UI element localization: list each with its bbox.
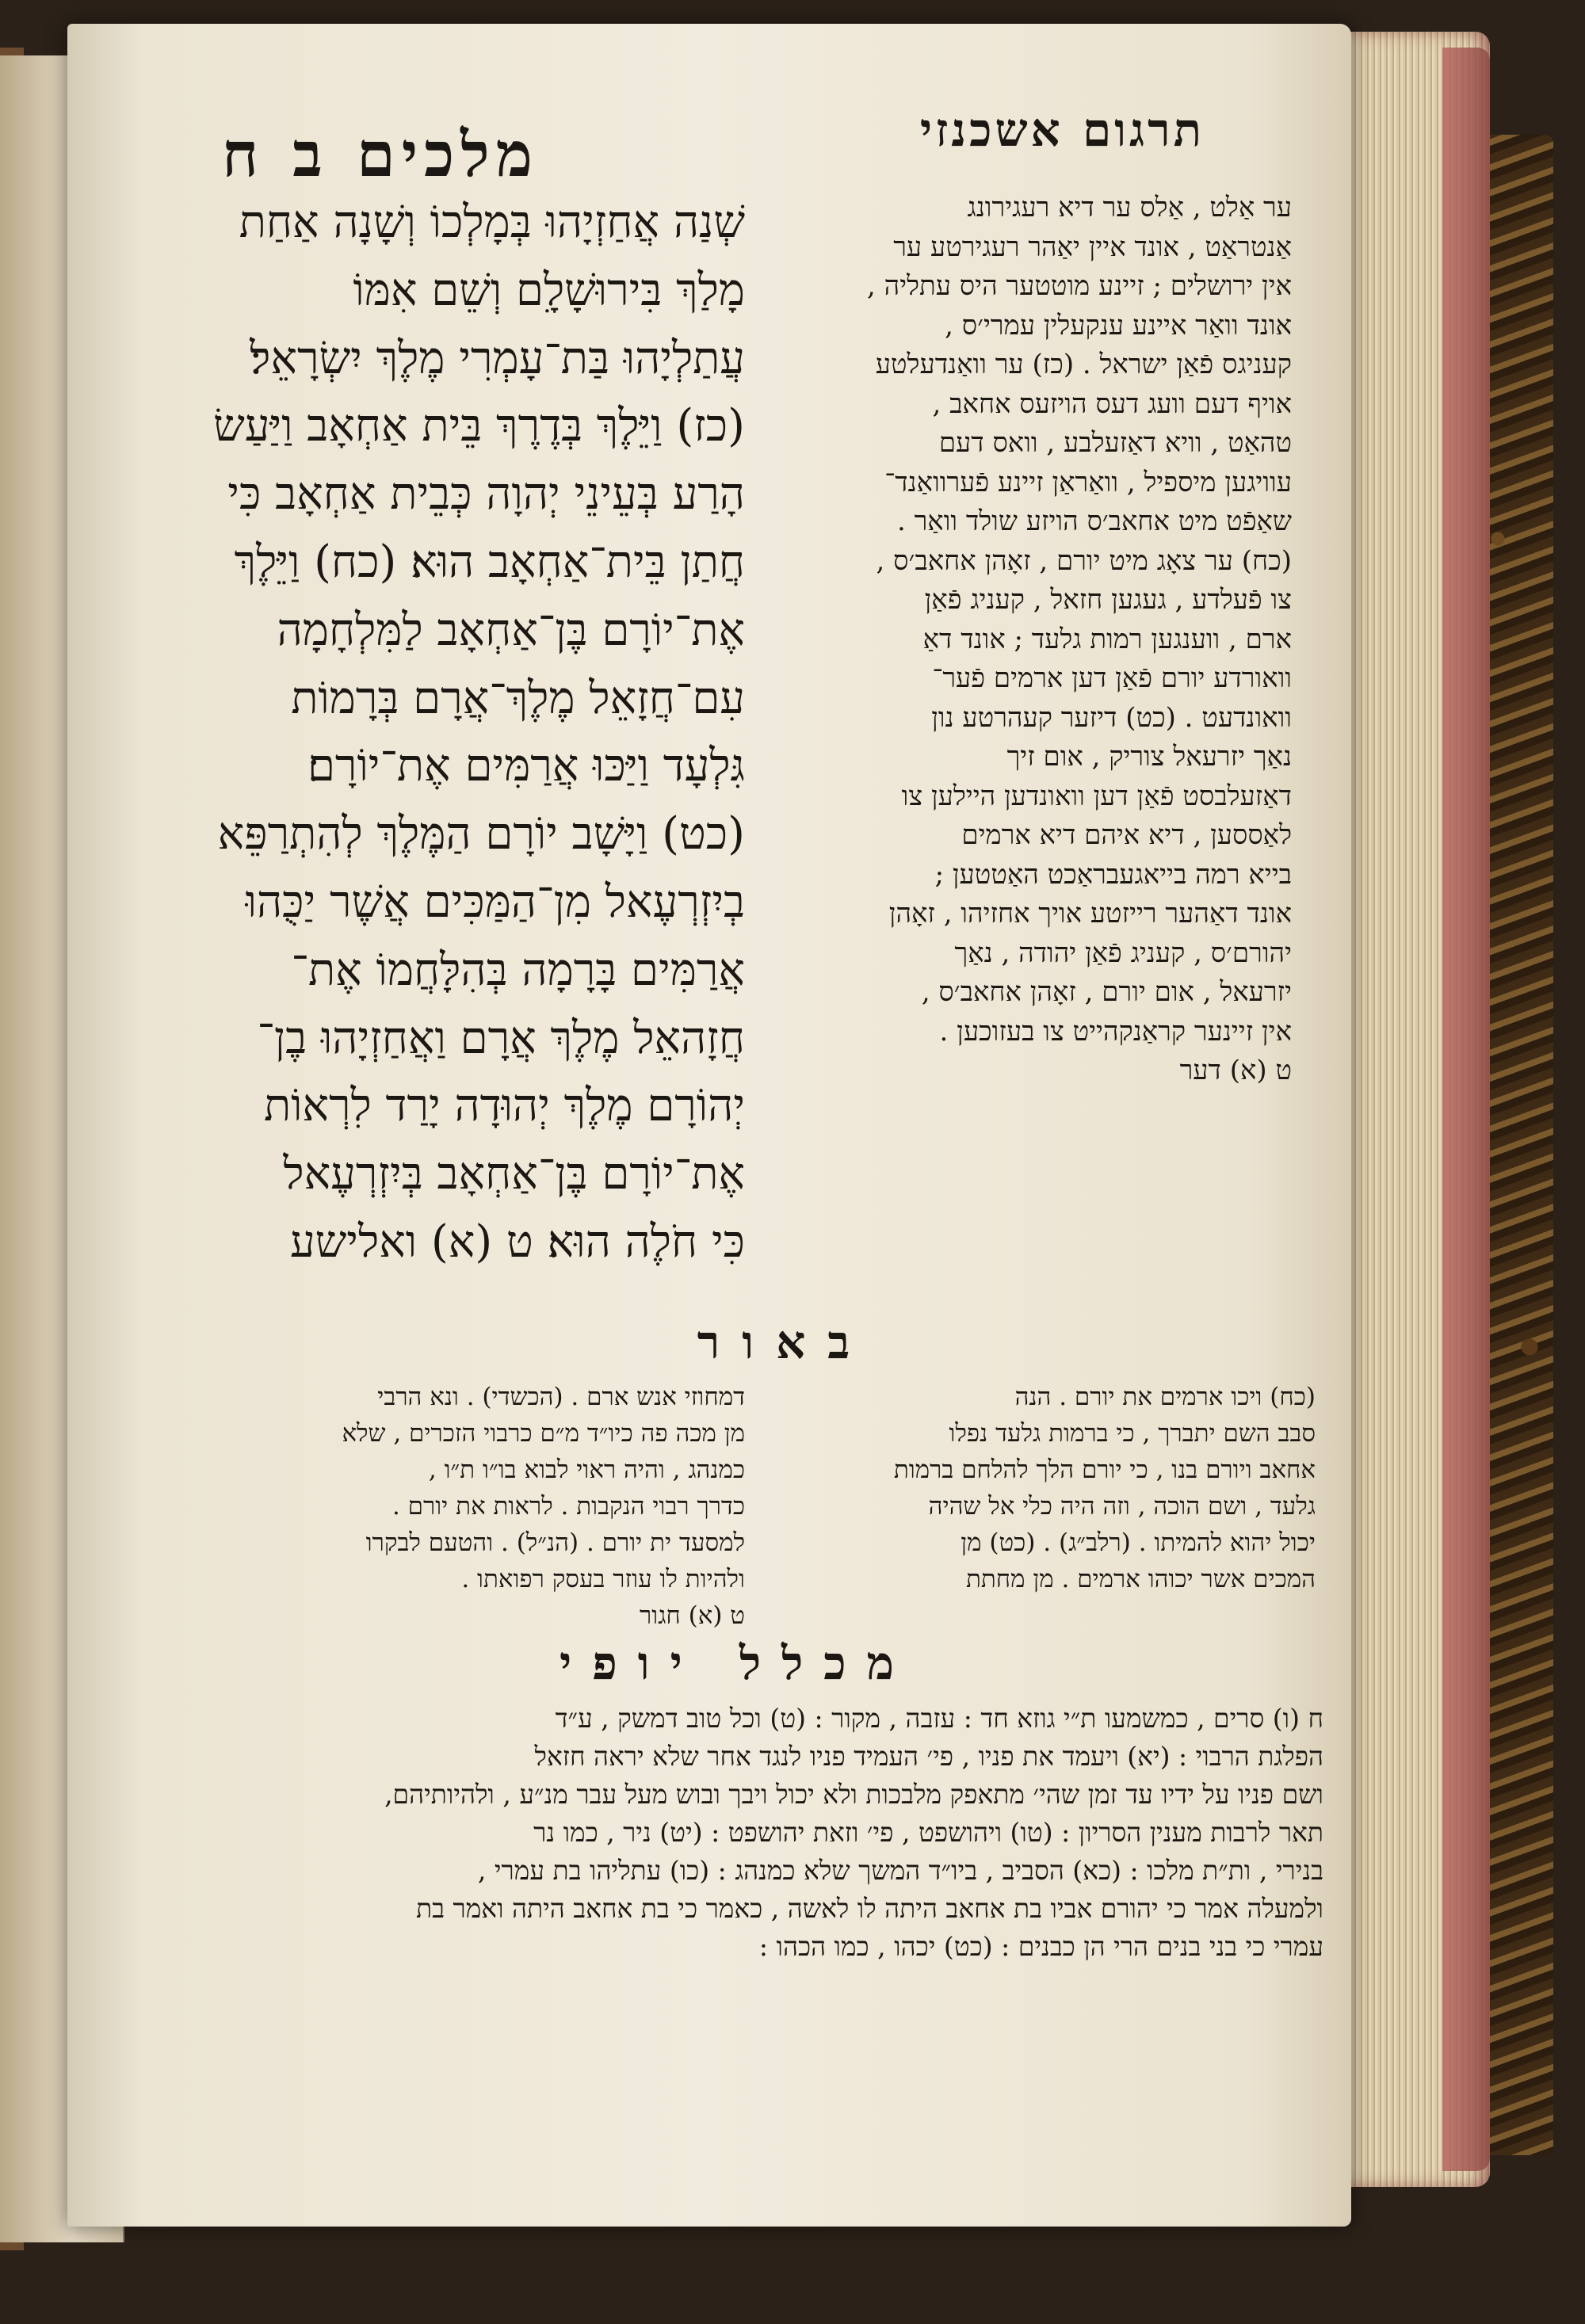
scripture-line: גִּלְעָד וַיַּכּוּ אֲרַמִּים אֶת־יוֹרָם׃ <box>307 740 745 792</box>
gloss-line: ולמעלה אמר כי יהורם אביו בת אחאב היתה לו לאשה , כאמר כי בת אחאב היתה ואמר בת <box>415 1893 1323 1924</box>
translation-line: עוויגען מיספיל , וואַראַן זיינע פֿערוואַנד־ <box>884 466 1292 498</box>
running-header-right: תרגום אשכנזי <box>919 103 1205 157</box>
translation-line: אין זיינער קראַנקהייט צו בעזוכען . <box>939 1015 1292 1048</box>
translation-line: יהורם׳ס , קעניג פֿאַן יהודה , נאַך <box>954 937 1292 969</box>
biur-heading: באור <box>697 1315 873 1369</box>
scripture-column <box>143 189 745 1276</box>
gloss-line: הפלגת הרבוי : (יא) ויעמד את פניו , פי׳ העמיד פניו לנגד אחר שלא יראה חזאל <box>534 1741 1323 1772</box>
running-header-left: מלכים ב ח <box>221 119 540 191</box>
gloss-line: בנירי , ות״ת מלכו : (כא) הסביב , ביו״ד המשך שלא כמנהג : (כו) עתליהו בת עמרי , <box>477 1855 1323 1886</box>
translation-line: אויף דעם וועג דעס הויזעס אחאב , <box>932 387 1292 420</box>
translation-line: טהאַט , וויא דאַזעלבע , וואס דעם <box>938 427 1292 459</box>
scripture-line: כִּי חֹלֶה הוּא׃ ט (א) ואלישע <box>289 1215 745 1268</box>
translation-line: שאַפֿט מיט אחאב׳ס הויזע שולד וואַר . <box>896 506 1292 537</box>
scripture-line: מָלַךְ בִּירוּשָׁלִָם וְשֵׁם אִמּוֹ <box>353 264 745 316</box>
scripture-line: בְיִזְרְעֶאל מִן־הַמַּכִּים אֲשֶׁר יַכֻּהוּ <box>245 876 745 928</box>
scripture-line: עִם־חֲזָאֵל מֶלֶךְ־אֲרָם בְּרָמוֹת <box>291 672 745 724</box>
biur-line: כמנהג , והיה ראוי לבוא בו״ו ת״ו , <box>428 1456 745 1484</box>
scripture-line: (כט) וַיָּשָׁב יוֹרָם הַמֶּלֶךְ לְהִתְרַפֵּא <box>217 808 745 861</box>
gloss-line: ושם פניו על ידיו עד זמן שהי׳ מתאפק מלבכות ולא יכול ויבך ובוש מעל עבר מנ״ע , ולהיותיהם, <box>384 1779 1323 1810</box>
biur-line: גלעד , ושם הוכה , וזה היה כלי אל שהיה <box>928 1492 1316 1521</box>
translation-line: קעניגס פֿאַן ישראל . (כז) ער וואַנדעלטע <box>875 349 1292 380</box>
translation-line: אונד וואַר איינע ענקעלין עמרי׳ס , <box>945 309 1292 342</box>
scripture-line: חֲזָהאֵל מֶלֶךְ אֲרָם וַאֲחַזְיָהוּ בֶן־ <box>257 1012 745 1064</box>
biur-line: דמחוזי אנש ארם . (הכשדי) . ונא הרבי <box>377 1383 745 1411</box>
translation-line: נאַך יזרעאל צוריק , אום זיך <box>1006 741 1292 773</box>
biur-left-column <box>174 1379 745 1634</box>
biur-line: כדרך רבוי הנקבות . לראות את יורם . <box>391 1492 745 1521</box>
gloss-line: ח (ו) סרים , כמשמעו ת״י גוזא חד : עזבה , מקור : (ט) וכל טוב דמשק , ע״ד <box>555 1703 1323 1734</box>
scripture-line: אֲרַמִּים בָּרָמָה בְּהִלָּחֲמוֹ אֶת־ <box>291 944 745 996</box>
translation-line: אונד דאַהער רייזטע אויך אחזיהו , זאָהן <box>888 898 1292 929</box>
translation-line: בייא רמה בייאגעבראַכט האַטטען ; <box>934 858 1292 891</box>
translation-line: אין ירושלים ; זיינע מוטטער היס עתליה , <box>867 270 1292 302</box>
translation-line: ט (א) דער <box>1179 1055 1292 1086</box>
biur-line: יכול יהוא להמיתו . (רלב״ג) . (כט) מן <box>961 1528 1316 1557</box>
michlal-yofi-heading: מכלל יופי <box>560 1636 915 1690</box>
biur-line: מן מכה פה כיו״ד מ״ם כרבוי הזכרים , שלא <box>342 1419 745 1448</box>
red-page-edge <box>1442 48 1490 2171</box>
biur-line: למסעד ית יורם . (הנ״ל) . והטעם לבקרו <box>365 1528 745 1557</box>
scripture-line: יְהוֹרָם מֶלֶךְ יְהוּדָה יָרַד לִרְאוֹת <box>263 1080 745 1132</box>
biur-line: ט (א) חגור <box>640 1601 745 1630</box>
michlal-yofi-gloss <box>182 1700 1323 1966</box>
translation-line: וואורדע יורם פֿאַן דען ארמים פֿער־ <box>932 662 1292 694</box>
translation-line: ער אַלט , אַלס ער דיא רעגירונג <box>967 192 1292 223</box>
biur-line: המכים אשר יכוהו ארמים . מן מחתת <box>965 1565 1316 1593</box>
translation-line: וואונדעט . (כט) דיזער קעהרטע נון <box>931 701 1292 734</box>
biur-line: ולהיות לו עוזר בעסק רפואתו . <box>461 1565 745 1593</box>
translation-line: יזרעאל , אום יורם , זאָהן אחאב׳ס , <box>921 976 1292 1008</box>
scripture-line: אֶת־יוֹרָם בֶּן־אַחְאָב בְּיִזְרְעֶאל <box>283 1148 745 1200</box>
translation-column <box>737 189 1292 1091</box>
biur-right-column <box>761 1379 1316 1597</box>
translation-line: אַנטראַט , אונד איין יאַהר רעגירטע ער <box>893 231 1292 263</box>
scripture-line: הָרַע בְּעֵינֵי יְהוָה כְּבֵית אַחְאָב כִּי <box>227 468 745 521</box>
translation-line: (כח) ער צאָג מיט יורם , זאָהן אחאב׳ס , <box>876 544 1292 577</box>
biur-line: (כח) ויכו ארמים את יורם . הנה <box>1014 1383 1316 1411</box>
scripture-line: שְׁנַה אֲחַזְיָהוּ בְּמָלְכוֹ וְשָׁנָה אַחַת <box>239 197 745 248</box>
translation-line: צו פֿעלדע , געגען חזאל , קעניג פֿאַן <box>924 584 1292 616</box>
gloss-line: עמרי כי בני בנים הרי הן כבנים : (כט) יכהו , כמו הכהו : <box>758 1931 1323 1962</box>
scripture-line: חֲתַן בֵּית־אַחְאָב הוּא׃ (כח) וַיֵּלֶךְ <box>234 536 745 588</box>
biur-line: סבב השם יתברך , כי ברמות גלעד נפלו <box>949 1419 1316 1448</box>
translation-line: לאַססען , דיא איהם דיא ארמים <box>961 819 1292 851</box>
translation-line: ארם , ווענגען רמות גלעד ; אונד דאַ <box>922 623 1292 655</box>
scripture-line: עֲתַלְיָהוּ בַּת־עָמְרִי מֶלֶךְ יִשְׂרָאֵל׃ <box>250 332 745 384</box>
scripture-line: (כז) וַיֵּלֶךְ בְּדֶרֶךְ בֵּית אַחְאָב וַיַּעַשׂ <box>213 400 745 452</box>
scripture-line: אֶת־יוֹרָם בֶּן־אַחְאָב לַמִּלְחָמָה <box>277 604 745 656</box>
biur-line: אחאב ויורם בנו , כי יורם הלך להלחם ברמות <box>893 1456 1316 1484</box>
translation-line: דאַזעלבסט פֿאַן דען וואונדען היילען צו <box>901 780 1292 812</box>
gloss-line: תאר לרבות מענין הסריון : (טו) ויהושפט , פי׳ וזאת יהושפט : (יט) ניר , כמו נר <box>533 1817 1323 1848</box>
